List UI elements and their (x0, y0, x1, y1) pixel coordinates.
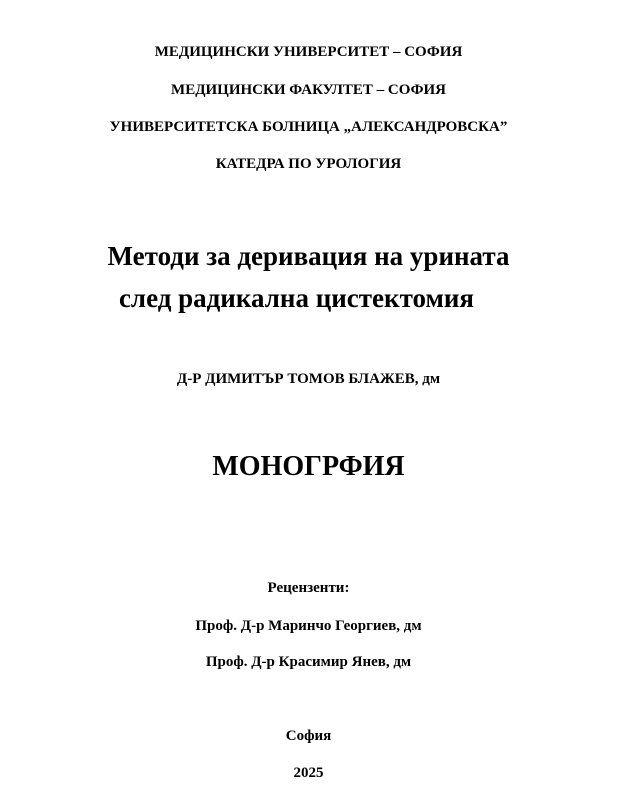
author-name: Д-Р ДИМИТЪР ТОМОВ БЛАЖЕВ, дм (176, 371, 441, 387)
work-type: МОНОГРФИЯ (212, 451, 405, 482)
reviewer-2: Проф. Д-р Красимир Янев, дм (205, 654, 412, 670)
faculty-name: МЕДИЦИНСКИ ФАКУЛТЕТ – СОФИЯ (171, 82, 446, 98)
department-name: КАТЕДРА ПО УРОЛОГИЯ (215, 156, 402, 172)
hospital-name: УНИВЕРСИТЕТСКА БОЛНИЦА „АЛЕКСАНДРОВСКА” (109, 119, 508, 135)
publication-city: София (285, 728, 332, 744)
reviewer-1: Проф. Д-р Маринчо Георгиев, дм (195, 618, 422, 634)
publication-year: 2025 (293, 765, 324, 781)
university-name: МЕДИЦИНСКИ УНИВЕРСИТЕТ – СОФИЯ (154, 44, 463, 60)
title-line-2: след радикална цистектомия (118, 283, 475, 313)
title-line-1: Методи за деривация на урината (107, 241, 510, 271)
reviewers-heading: Рецензенти: (267, 580, 350, 596)
